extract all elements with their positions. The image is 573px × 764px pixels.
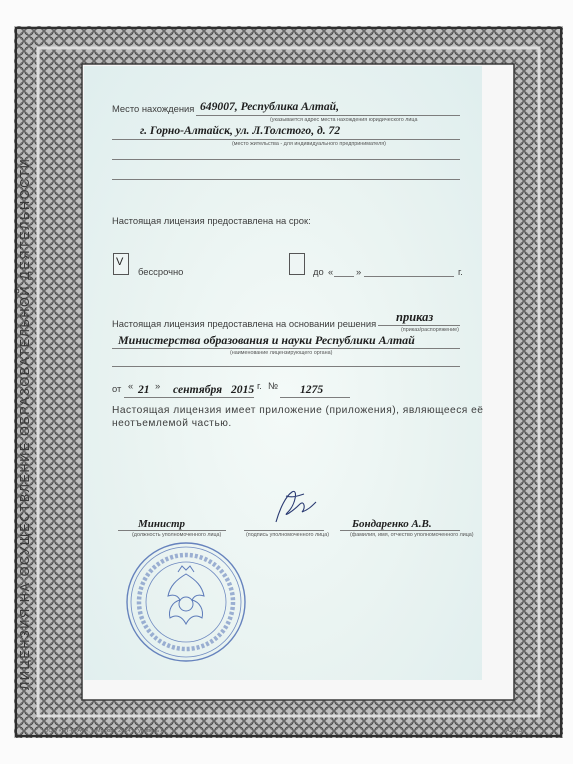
position-line [118,530,226,531]
basis-authority-hint: (наименование лицензирующего органа) [230,350,333,356]
location-underline-3 [112,159,460,160]
location-line2: г. Горно-Алтайск, ул. Л.Толстого, д. 72 [140,124,341,137]
date-from-label: от [112,383,122,394]
date-quote-open: « [128,380,134,391]
side-title: ЛИЦЕНЗИЯ НА ОСУЩЕСТВЛЕНИЕ ОБРАЗОВАТЕЛЬНОЙ ДЕЯТЕЛЬНОСТИ [18,157,32,690]
form-code: А2773 [506,728,523,734]
printer-info: ООО «ПТ-ГРАФ», г. Москва, 2014 г., уровень А [44,728,165,734]
date-month: сентября [173,383,223,396]
appendix-line2: неотъемлемой частью. [112,418,232,429]
date-line [124,397,254,398]
location-line1: 649007, Республика Алтай, [200,100,339,113]
date-day: 21 [138,383,150,396]
appendix-line1: Настоящая лицензия имеет приложение (приложения), являющееся её [112,405,484,416]
until-checkbox [289,253,305,275]
until-quote-open: « [328,266,334,277]
official-seal-icon [124,540,248,664]
number-line [280,397,350,398]
signatory-name: Бондаренко А.В. [352,518,432,530]
signature-line [244,530,324,531]
indefinite-checkbox [113,253,129,275]
basis-authority: Министерства образования и науки Республики Алтай [118,333,415,347]
checkbox-mark: V [116,256,124,268]
term-label: Настоящая лицензия предоставлена на срок: [112,215,311,226]
location-hint2: (место жительства - для индивидуального предпринимателя) [232,141,386,147]
date-number-label: № [268,380,279,391]
basis-extra-line [112,366,460,367]
until-day-line [334,276,354,277]
signatory-position: Министр [138,518,186,530]
handwritten-signature-icon [262,482,322,530]
basis-doc-type-line [378,325,460,326]
date-year: 2015 [231,383,255,396]
indefinite-label: бессрочно [138,266,184,277]
until-quote-close: » [356,266,362,277]
date-quote-close: » [155,380,161,391]
name-hint: (фамилия, имя, отчество уполномоченного лица) [350,532,474,538]
until-year-suffix: г. [458,266,463,277]
location-hint1: (указывается адрес места нахождения юридического лица [270,117,418,123]
until-month-line [364,276,454,277]
until-label: до [313,266,324,277]
basis-doc-type: приказ [396,310,434,324]
name-line [340,530,460,531]
position-hint: (должность уполномоченного лица) [132,532,222,538]
location-label: Место нахождения [112,103,195,114]
date-year-suffix: г. [257,380,262,391]
basis-authority-line [112,348,460,349]
date-number: 1275 [300,383,324,396]
basis-doc-type-hint: (приказ/распоряжение) [401,327,459,333]
location-underline-4 [112,179,460,180]
location-underline-2 [112,139,460,140]
signature-hint: (подпись уполномоченного лица) [246,532,330,538]
basis-label: Настоящая лицензия предоставлена на основании решения [112,318,377,329]
location-underline-1 [196,115,460,116]
